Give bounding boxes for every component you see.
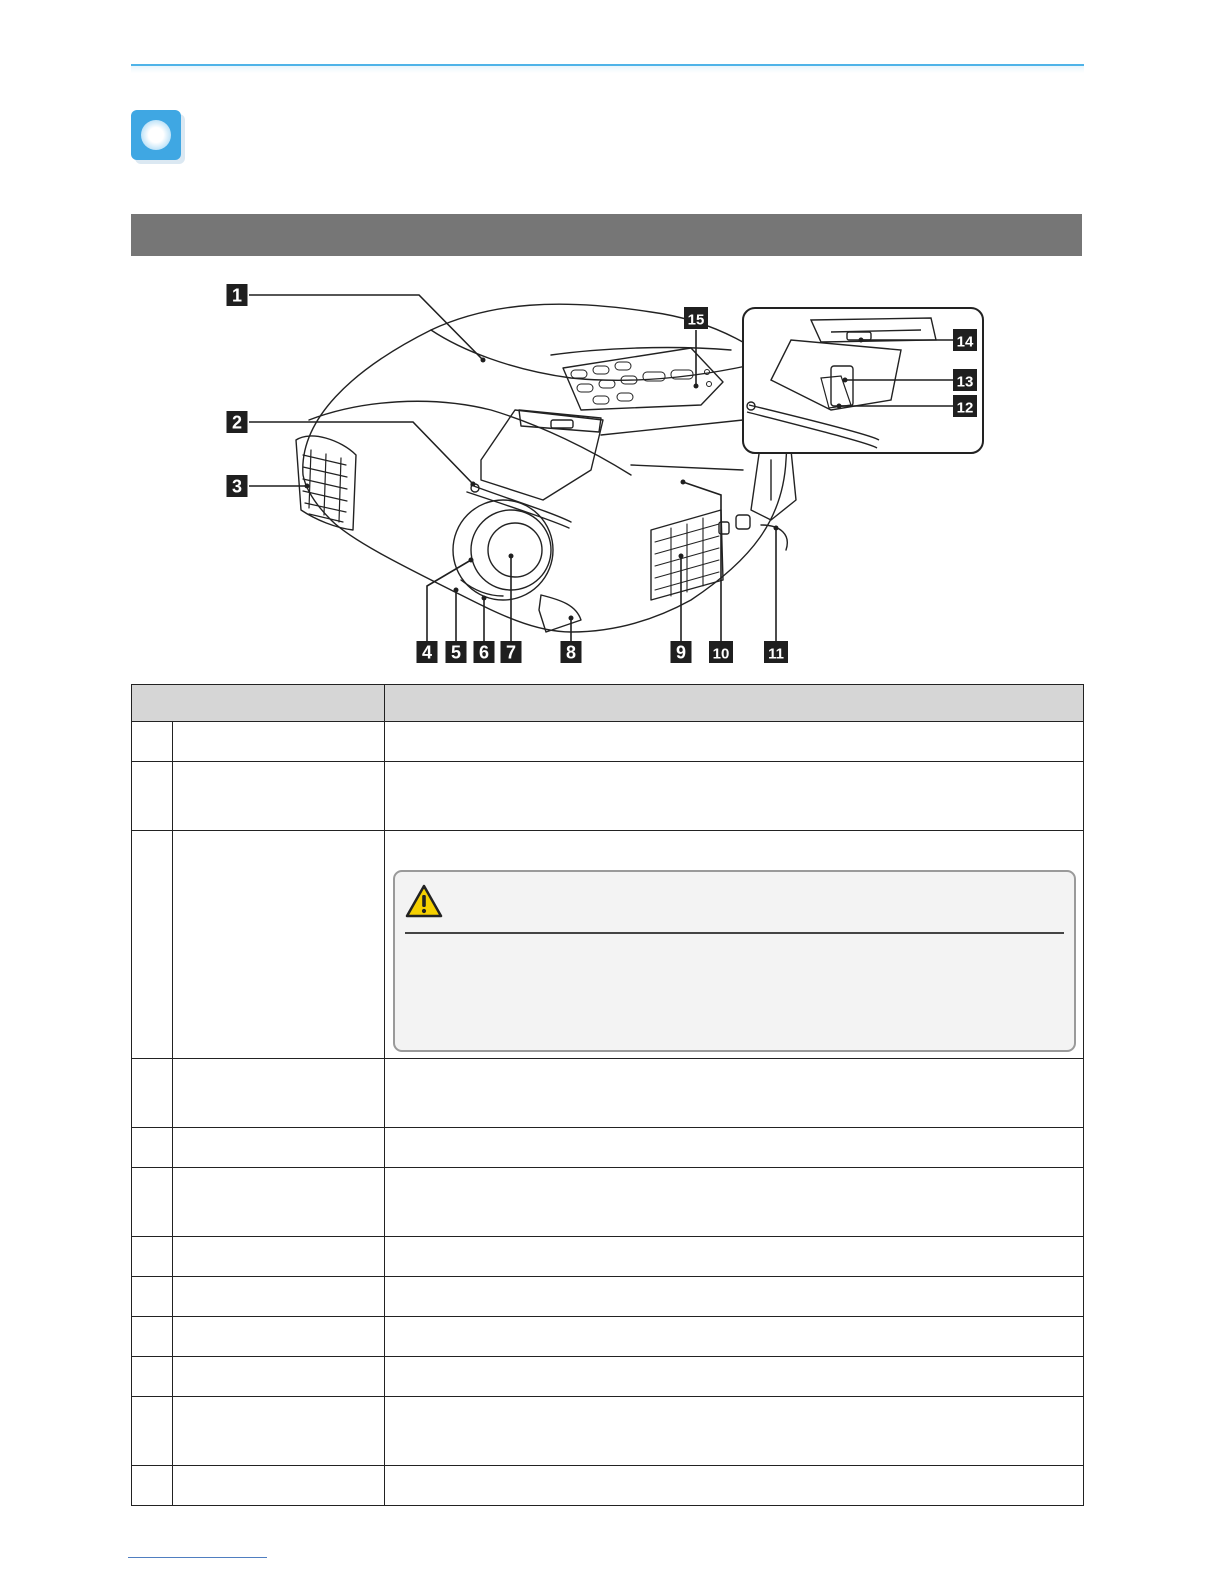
table-row bbox=[132, 1317, 1084, 1357]
svg-text:15: 15 bbox=[687, 311, 705, 329]
svg-text:14: 14 bbox=[956, 333, 974, 351]
svg-text:12: 12 bbox=[956, 399, 974, 417]
caution-divider bbox=[405, 932, 1064, 934]
svg-text:6: 6 bbox=[478, 642, 490, 663]
table-row bbox=[132, 1466, 1084, 1506]
row-number-cell bbox=[132, 722, 173, 762]
row-function-cell bbox=[385, 1317, 1084, 1357]
row-number-cell bbox=[132, 831, 173, 1059]
callout-2 bbox=[227, 411, 248, 433]
row-function-cell bbox=[385, 1059, 1084, 1128]
row-name-cell bbox=[173, 1397, 385, 1466]
row-function-cell bbox=[385, 762, 1084, 831]
row-function-cell bbox=[385, 1277, 1084, 1317]
table-row bbox=[132, 1059, 1084, 1128]
row-name-cell bbox=[173, 1168, 385, 1237]
row-name-cell bbox=[173, 1466, 385, 1506]
row-function-cell bbox=[385, 722, 1084, 762]
row-number-cell bbox=[132, 1466, 173, 1506]
table-row bbox=[132, 1397, 1084, 1466]
svg-text:8: 8 bbox=[565, 642, 577, 663]
table-header-row bbox=[132, 685, 1084, 722]
row-name-cell bbox=[173, 1357, 385, 1397]
row-function-cell bbox=[385, 1168, 1084, 1237]
row-name-cell bbox=[173, 831, 385, 1059]
callout-8 bbox=[561, 641, 582, 663]
row-name-cell bbox=[173, 1277, 385, 1317]
parts-table bbox=[131, 684, 1084, 1506]
row-name-cell bbox=[173, 722, 385, 762]
callout-9 bbox=[671, 641, 692, 663]
row-number-cell bbox=[132, 762, 173, 831]
svg-text:13: 13 bbox=[956, 373, 974, 391]
row-function-cell bbox=[385, 1357, 1084, 1397]
row-number-cell bbox=[132, 1317, 173, 1357]
header-cell-name bbox=[132, 685, 385, 722]
callout-15 bbox=[684, 307, 708, 329]
row-name-cell bbox=[173, 1059, 385, 1128]
svg-text:4: 4 bbox=[421, 642, 433, 663]
footer-link-underline[interactable] bbox=[128, 1557, 267, 1558]
svg-text:10: 10 bbox=[712, 645, 730, 663]
row-function-cell bbox=[385, 1128, 1084, 1168]
callout-7 bbox=[501, 641, 522, 663]
row-name-cell bbox=[173, 762, 385, 831]
callout-3 bbox=[227, 475, 248, 497]
lens bbox=[488, 523, 542, 577]
row-name-cell bbox=[173, 1317, 385, 1357]
section-heading-bar bbox=[131, 214, 1082, 256]
table-row bbox=[132, 722, 1084, 762]
projector-figure bbox=[131, 260, 1084, 680]
svg-text:3: 3 bbox=[231, 476, 243, 497]
callout-12 bbox=[953, 395, 977, 417]
row-number-cell bbox=[132, 1277, 173, 1317]
table-row bbox=[132, 1168, 1084, 1237]
row-number-cell bbox=[132, 1168, 173, 1237]
callout-10 bbox=[709, 641, 733, 663]
row-name-cell bbox=[173, 1128, 385, 1168]
warning-triangle-icon bbox=[405, 884, 443, 918]
svg-text:5: 5 bbox=[450, 642, 462, 663]
svg-text:11: 11 bbox=[768, 645, 784, 663]
row-number-cell bbox=[132, 1397, 173, 1466]
callout-5 bbox=[446, 641, 467, 663]
caution-box bbox=[393, 870, 1076, 1052]
svg-text:7: 7 bbox=[505, 642, 517, 663]
table-row bbox=[132, 1277, 1084, 1317]
chapter-badge bbox=[131, 110, 181, 160]
row-function-cell bbox=[385, 831, 1084, 1059]
callout-13 bbox=[953, 369, 977, 391]
callout-14 bbox=[953, 329, 977, 351]
row-name-cell bbox=[173, 1237, 385, 1277]
table-row bbox=[132, 762, 1084, 831]
table-row bbox=[132, 1357, 1084, 1397]
row-number-cell bbox=[132, 1128, 173, 1168]
header-rule bbox=[131, 64, 1084, 73]
callout-6 bbox=[474, 641, 495, 663]
chapter-circle-icon bbox=[141, 120, 171, 150]
header-cell-function bbox=[385, 685, 1084, 722]
projector-body bbox=[303, 304, 791, 632]
row-function-cell bbox=[385, 1397, 1084, 1466]
row-number-cell bbox=[132, 1237, 173, 1277]
svg-text:9: 9 bbox=[675, 642, 687, 663]
row-number-cell bbox=[132, 1059, 173, 1128]
callout-11 bbox=[764, 641, 788, 663]
row-function-cell bbox=[385, 1237, 1084, 1277]
callout-1 bbox=[227, 284, 248, 306]
callout-4 bbox=[417, 641, 438, 663]
svg-text:2: 2 bbox=[231, 412, 243, 433]
row-number-cell bbox=[132, 1357, 173, 1397]
row-function-cell bbox=[385, 1466, 1084, 1506]
table-row bbox=[132, 1128, 1084, 1168]
table-row bbox=[132, 831, 1084, 1059]
svg-text:1: 1 bbox=[231, 285, 243, 306]
table-row bbox=[132, 1237, 1084, 1277]
